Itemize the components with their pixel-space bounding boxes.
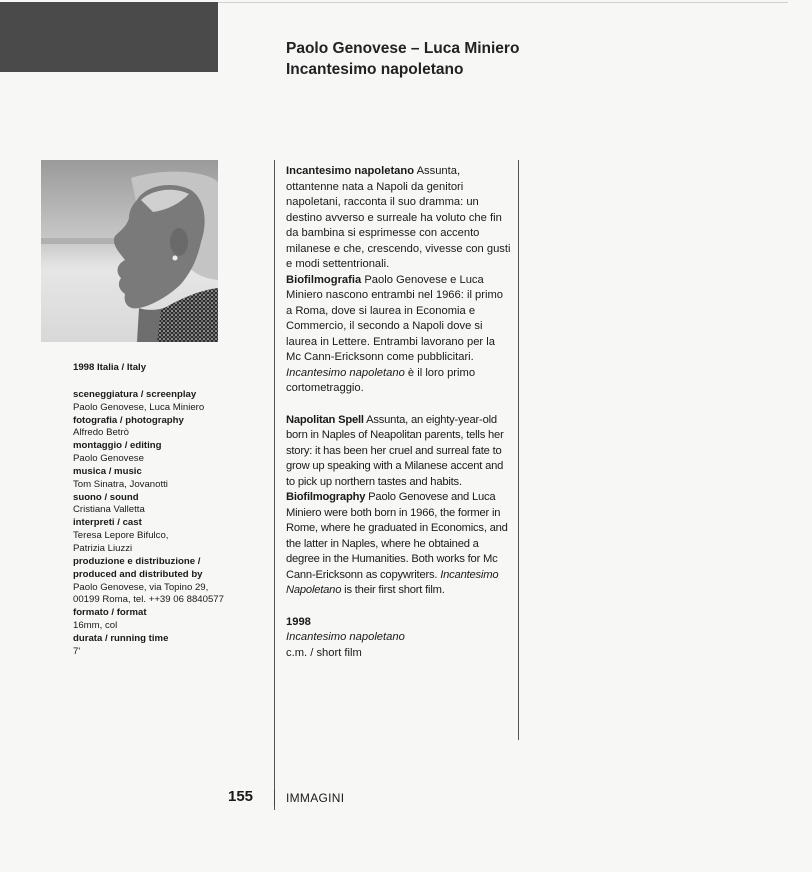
credit-value: 7' — [73, 645, 81, 657]
filmography-title — [286, 630, 511, 646]
credit-value: Paolo Genovese — [73, 453, 144, 465]
credit-value: Cristiana Valletta — [73, 504, 145, 516]
filmography-type: c.m. / short film — [286, 646, 362, 659]
credit-role: produzione e distribuzione / produced and distributed by — [73, 555, 203, 580]
filmography-title-text: Incantesimo napoletano — [286, 631, 405, 643]
credit-role: interpreti / cast — [73, 517, 142, 529]
bio-english-tail: is their first short film. — [344, 584, 445, 596]
column-divider-right — [518, 160, 519, 740]
bio-english — [286, 490, 511, 599]
credit-value: Teresa Lepore Bifulco, Patrizia Liuzzi — [73, 530, 169, 554]
credit-role: formato / format — [73, 607, 147, 619]
header-dark-block — [0, 2, 218, 72]
synopsis-italian — [286, 164, 511, 273]
credit-role: durata / running time — [73, 632, 169, 644]
credit-role: sceneggiatura / screenplay — [73, 388, 197, 400]
authors-heading: Paolo Genovese – Luca Miniero — [286, 40, 520, 57]
bio-italian — [286, 273, 511, 397]
footer-separator — [274, 790, 275, 806]
credit-value: Paolo Genovese, Luca Miniero — [73, 401, 205, 413]
credit-role: fotografia / photography — [73, 414, 184, 426]
credit-value: Paolo Genovese, via Topino 29, 00199 Roma, tel. ++39 06 8840577 — [73, 581, 224, 606]
credit-value: Tom Sinatra, Jovanotti — [73, 478, 168, 490]
column-divider-left — [274, 160, 275, 810]
filmography-year: 1998 — [286, 615, 311, 628]
synopsis-english — [286, 413, 511, 491]
film-credits — [73, 362, 263, 659]
credit-value: Alfredo Betrò — [73, 427, 129, 439]
credit-role: montaggio / editing — [73, 440, 162, 452]
credit-role: suono / sound — [73, 491, 139, 503]
credits-year-country: 1998 Italia / Italy — [73, 362, 147, 373]
bio-english-heading: Biofilmography — [286, 491, 366, 503]
bio-italian-heading: Biofilmografia — [286, 273, 362, 286]
bio-italian-text: Paolo Genovese e Luca Miniero nascono entrambi nel 1966: il primo a Roma, dove si laurea in Economia e Commercio, il secondo a Napoli dove si laurea in Lettere. Entrambi lavorano per la Mc Cann-Ericksonn come pubblicitari. — [286, 273, 504, 363]
main-text-column — [286, 164, 511, 661]
section-label: IMMAGINI — [286, 791, 345, 805]
bio-english-text: Paolo Genovese and Luca Miniero were both born in 1966, the former in Rome, where he graduated in Economics, and the latter in Naples, where he obtained a degree in the Humanities. Both works for Mc Cann-Ericksonn as copywriters. — [286, 491, 508, 581]
film-title-heading: Incantesimo napoletano — [286, 61, 464, 78]
page-header — [286, 38, 519, 80]
credit-role: musica / music — [73, 465, 142, 477]
synopsis-english-heading: Napolitan Spell — [286, 413, 364, 426]
synopsis-italian-text: Assunta, ottantenne nata a Napoli da genitori napoletani, racconta il suo dramma: un destino avverso e surreale ha voluto che fin da bambina si esprimesse con accento milanese e che, crescendo, vivesse con gusti e modi settentrionali. — [286, 165, 511, 270]
credits-list — [73, 389, 263, 659]
synopsis-english-text: Assunta, an eighty-year-old born in Naples of Neapolitan parents, tells her story: it has been her cruel and surreal fate to grow up speaking with a Milanese accent and to pick up northern tastes and habits. — [286, 413, 504, 488]
bio-italian-tail: è il loro primo cortometraggio. — [286, 366, 476, 394]
bio-italian-film-title: Incantesimo napoletano — [286, 366, 405, 379]
portrait-photo — [41, 160, 218, 342]
top-rule — [218, 2, 788, 3]
bio-english-film-title: Incantesimo Napoletano — [286, 568, 499, 596]
synopsis-italian-heading: Incantesimo napoletano — [286, 165, 415, 177]
credit-value: 16mm, col — [73, 620, 118, 632]
page-number: 155 — [228, 788, 254, 805]
